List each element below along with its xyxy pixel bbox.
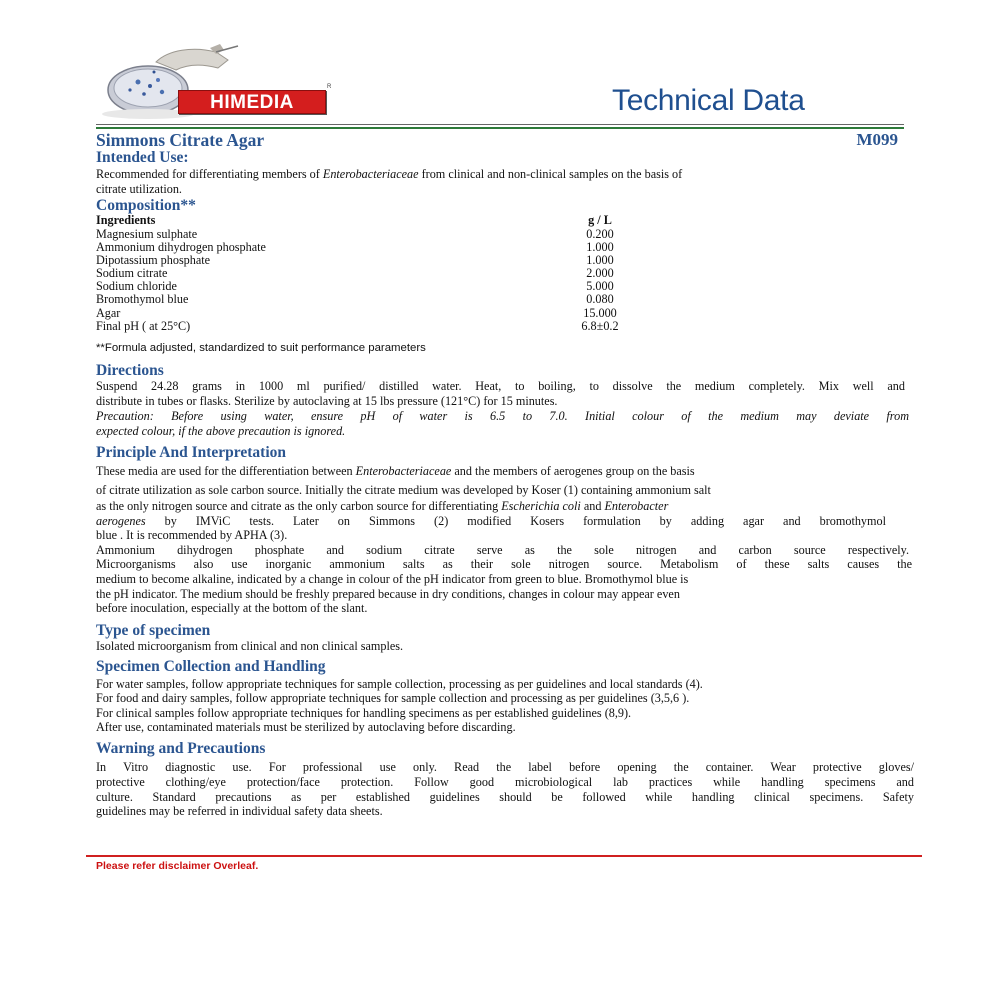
directions-line-1: Suspend 24.28 grams in 1000 ml purified/ distilled water. Heat, to boiling, to dissolve the medium completely. Mix well and bbox=[96, 379, 905, 393]
collection-heading: Specimen Collection and Handling bbox=[96, 658, 326, 675]
ingredient-name: Agar bbox=[96, 306, 121, 320]
section-title: Technical Data bbox=[612, 84, 805, 117]
italic-term: Enterobacter bbox=[604, 499, 669, 513]
italic-term: Enterobacteriaceae bbox=[355, 464, 452, 478]
ingredient-name: Final pH ( at 25°C) bbox=[96, 319, 191, 333]
ingredient-name: Magnesium sulphate bbox=[96, 227, 198, 241]
header-divider-accent bbox=[96, 127, 904, 129]
intended-use-line-2: citrate utilization. bbox=[96, 182, 182, 196]
disclaimer-note: Please refer disclaimer Overleaf. bbox=[96, 860, 259, 872]
principle-line-1 bbox=[96, 464, 695, 479]
italic-term: Enterobacteriaceae bbox=[322, 167, 419, 181]
ingredient-name: Bromothymol blue bbox=[96, 292, 189, 306]
warning-line-2: protective clothing/eye protection/face protection. Follow good microbiological lab practices while handling specimens and bbox=[96, 775, 914, 789]
ingredient-value: 0.200 bbox=[586, 227, 614, 241]
specimen-heading: Type of specimen bbox=[96, 622, 211, 639]
principle-line-4 bbox=[96, 514, 886, 529]
ingredient-value: 5.000 bbox=[586, 279, 614, 293]
principle-line-2: of citrate utilization as sole carbon source. Initially the citrate medium was developed by Koser (1) containing ammonium salt bbox=[96, 483, 711, 497]
principle-line-6: Ammonium dihydrogen phosphate and sodium citrate serve as the sole nitrogen and carbon source respectively. bbox=[96, 543, 909, 557]
ingredient-name: Ammonium dihydrogen phosphate bbox=[96, 240, 266, 254]
specimen-line-1: Isolated microorganism from clinical and non clinical samples. bbox=[96, 639, 404, 653]
header-divider bbox=[96, 124, 904, 125]
principle-line-9: the pH indicator. The medium should be freshly prepared because in dry conditions, changes in colour may appear even bbox=[96, 587, 680, 601]
ingredient-value: 15.000 bbox=[583, 306, 617, 320]
principle-line-7: Microorganisms also use inorganic ammonium salts as their sole nitrogen source. Metabolism of these salts causes the bbox=[96, 557, 912, 571]
text-run: and the members of aerogenes group on the basis bbox=[451, 464, 695, 478]
intended-use-line-1 bbox=[96, 167, 682, 182]
unit-header: g / L bbox=[588, 213, 612, 227]
ingredient-value: 2.000 bbox=[586, 266, 614, 280]
ingredient-value: 6.8±0.2 bbox=[581, 319, 619, 333]
text-run: from clinical and non-clinical samples on the basis of bbox=[418, 167, 683, 181]
text-run: These media are used for the differentiation between bbox=[96, 464, 356, 478]
ingredient-name: Sodium citrate bbox=[96, 266, 168, 280]
principle-line-5: blue . It is recommended by APHA (3). bbox=[96, 528, 288, 542]
precaution-line-2: expected colour, if the above precaution is ignored. bbox=[96, 424, 346, 438]
composition-heading: Composition** bbox=[96, 197, 196, 214]
ingredient-name: Dipotassium phosphate bbox=[96, 253, 211, 267]
collection-line-1: For water samples, follow appropriate techniques for sample collection, processing as per guidelines and local standards (4). bbox=[96, 677, 703, 691]
registered-mark: R bbox=[327, 84, 332, 90]
ingredient-value: 1.000 bbox=[586, 240, 614, 254]
product-code: M099 bbox=[856, 130, 898, 149]
principle-line-8: medium to become alkaline, indicated by a change in colour of the pH indicator from green to blue. Bromothymol blue is bbox=[96, 572, 689, 586]
text-run: and bbox=[580, 499, 605, 513]
text-run: by IMViC tests. Later on Simmons (2) modified Kosers formulation by adding agar and bromothymol bbox=[145, 514, 886, 528]
principle-line-3 bbox=[96, 499, 668, 514]
principle-heading: Principle And Interpretation bbox=[96, 444, 287, 461]
product-name: Simmons Citrate Agar bbox=[96, 130, 265, 150]
intended-use-heading: Intended Use: bbox=[96, 149, 189, 166]
italic-term: aerogenes bbox=[96, 514, 146, 528]
italic-term: Escherichia coli bbox=[501, 499, 581, 513]
principle-line-10: before inoculation, especially at the bottom of the slant. bbox=[96, 601, 368, 615]
warning-line-3: culture. Standard precautions as per established guidelines should be followed while handling clinical specimens. Safety bbox=[96, 790, 914, 804]
brand-name: HIMEDIA bbox=[210, 92, 294, 113]
himedia-logo bbox=[98, 42, 334, 122]
text-run: Recommended for differentiating members of bbox=[96, 167, 323, 181]
ingredients-header: Ingredients bbox=[96, 213, 156, 227]
text-run: as the only nitrogen source and citrate as the only carbon source for differentiating bbox=[96, 499, 502, 513]
ingredient-value: 0.080 bbox=[586, 292, 614, 306]
directions-heading: Directions bbox=[96, 362, 164, 379]
directions-line-2: distribute in tubes or flasks. Sterilize by autoclaving at 15 lbs pressure (121°C) for 15 minutes. bbox=[96, 394, 558, 408]
collection-line-3: For clinical samples follow appropriate techniques for handling specimens as per established guidelines (8,9). bbox=[96, 706, 632, 720]
warning-line-1: In Vitro diagnostic use. For professional use only. Read the label before opening the container. Wear protective gloves/ bbox=[96, 760, 914, 774]
ingredient-name: Sodium chloride bbox=[96, 279, 177, 293]
formula-footnote: **Formula adjusted, standardized to suit performance parameters bbox=[96, 342, 426, 354]
warning-heading: Warning and Precautions bbox=[96, 740, 266, 757]
collection-line-2: For food and dairy samples, follow appropriate techniques for sample collection and processing as per guidelines (3,5,6 ). bbox=[96, 691, 690, 705]
precaution-line-1: Precaution: Before using water, ensure pH of water is 6.5 to 7.0. Initial colour of the medium may deviate from bbox=[96, 409, 909, 423]
brand-box bbox=[178, 90, 326, 114]
warning-line-4: guidelines may be referred in individual safety data sheets. bbox=[96, 804, 383, 818]
ingredient-value: 1.000 bbox=[586, 253, 614, 267]
collection-line-4: After use, contaminated materials must be sterilized by autoclaving before discarding. bbox=[96, 720, 516, 734]
footer-divider bbox=[86, 855, 922, 857]
